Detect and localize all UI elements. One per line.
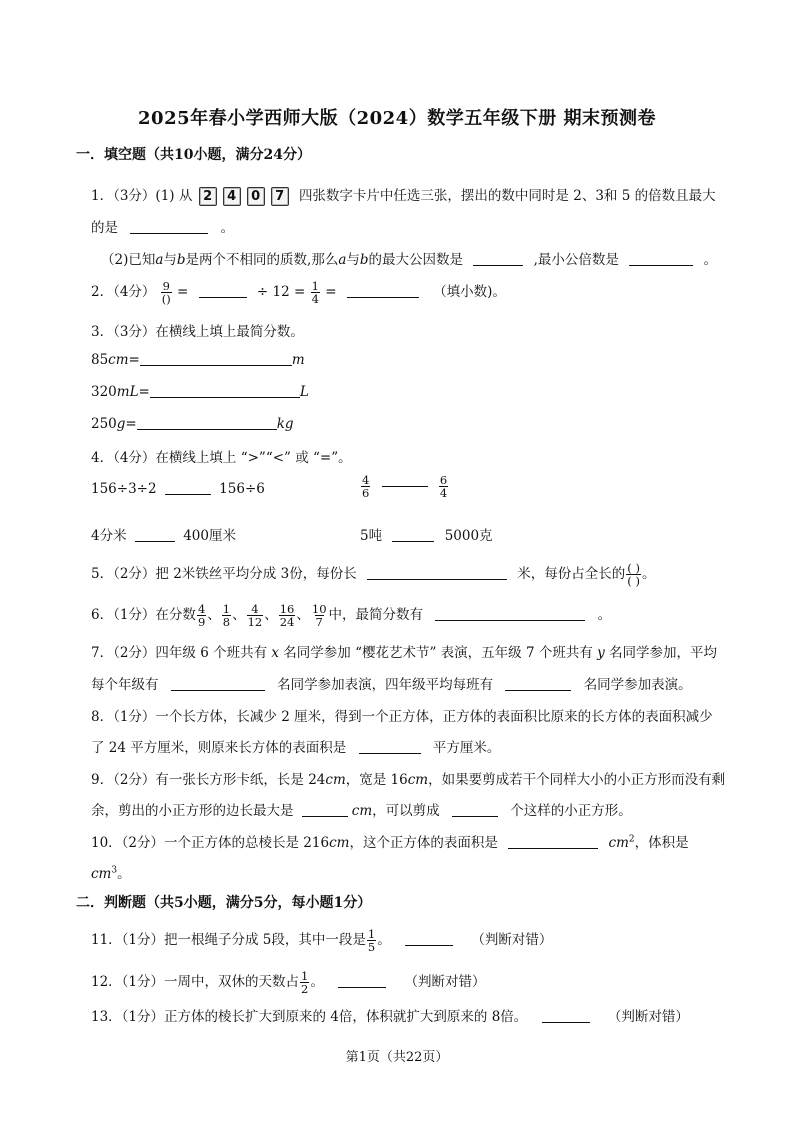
q6-f2-den: 8 xyxy=(222,615,231,629)
q4-c-right: 400厘米 xyxy=(183,528,236,544)
question-9-line-2 xyxy=(91,799,632,819)
question-10-line-1 xyxy=(91,831,689,851)
q1-part2-mid: ,最小公倍数是 xyxy=(533,252,619,268)
question-7-line-1: 7．（2分）四年级 6 个班共有 𝑥 名同学参加 “樱花艺术节” 表演，五年级 7 个班共有 𝑦 名同学参加，平均 xyxy=(91,645,718,661)
q5-prefix: 5．（2分）把 2米铁丝平均分成 3份，每份长 xyxy=(91,566,357,582)
q11-frac-num: 1 xyxy=(367,927,376,941)
q3-row-3 xyxy=(91,415,294,432)
question-4: 4．（4分）在横线上填上 “>”“<” 或 “=”。 xyxy=(91,450,352,466)
q8-line2-b: 平方厘米。 xyxy=(432,740,501,756)
question-12 xyxy=(91,970,485,995)
q3-row-2 xyxy=(91,383,309,400)
q3-row3-left: 250𝑔= xyxy=(91,416,137,432)
q2-suffix: （填小数)。 xyxy=(433,284,506,300)
q6-fraction-4 xyxy=(279,603,296,628)
q4-compare-b xyxy=(360,474,449,499)
q12-answer-blank[interactable] xyxy=(338,973,386,988)
q13-answer-blank[interactable] xyxy=(542,1008,590,1023)
q8-line2-a: 了 24 平方厘米，则原来长方体的表面积是 xyxy=(91,740,347,756)
q4-a-right: 156÷6 xyxy=(219,481,265,497)
q9-line2-b: 𝑐𝑚，可以剪成 xyxy=(351,803,440,819)
q7-grade-avg-blank[interactable] xyxy=(171,676,265,691)
q10-unit-area: 𝑐𝑚 xyxy=(608,835,629,851)
q10-line1-a: 10．（2分）一个正方体的总棱长是 216𝑐𝑚，这个正方体的表面积是 xyxy=(91,835,498,851)
section-heading-true-false: 二．判断题（共5小题，满分5分，每小题1分） xyxy=(76,895,372,911)
q2-equals-2: = xyxy=(325,284,341,300)
q12-period: 。 xyxy=(310,974,324,990)
q2-prefix: 2．（4分） xyxy=(91,284,156,300)
question-1-line-2 xyxy=(91,216,234,236)
question-13 xyxy=(91,1005,689,1025)
q10-unit-area-sup: 2 xyxy=(628,834,635,845)
q6-f4-num: 16 xyxy=(279,602,295,616)
q4-c-left: 4分米 xyxy=(91,528,127,544)
q2-blank-1[interactable] xyxy=(199,283,247,298)
q7-class-avg-blank[interactable] xyxy=(505,676,571,691)
q2-f2-den: 4 xyxy=(311,292,319,306)
question-11 xyxy=(91,928,552,953)
q5-length-blank[interactable] xyxy=(367,565,507,580)
q4-d-blank[interactable] xyxy=(392,527,434,542)
q11-period: 。 xyxy=(377,932,391,948)
question-8-line-1: 8．（1分）一个长方体，长减少 2 厘米，得到一个正方体，正方体的表面积比原来的长方体的表面积减少 xyxy=(91,709,713,725)
question-10-line-2 xyxy=(91,862,131,882)
q12-judge-label: （判断对错） xyxy=(404,974,486,990)
q9-line2-c: 个这样的小正方形。 xyxy=(510,803,632,819)
q4-compare-c xyxy=(91,524,236,544)
q6-f1-num: 4 xyxy=(197,602,206,616)
q3-row2-left: 320𝑚𝐿= xyxy=(91,384,150,400)
question-1-line-1 xyxy=(91,184,716,206)
q6-fraction-3 xyxy=(247,603,264,628)
q11-fraction xyxy=(367,928,376,953)
q10-line2-end: 。 xyxy=(117,866,131,882)
q2-division: ÷ 12 = xyxy=(256,284,306,300)
q1-gcd-blank[interactable] xyxy=(473,251,523,266)
q3-row2-unit: 𝐿 xyxy=(299,384,309,400)
q4-d-left: 5吨 xyxy=(360,528,383,544)
q4-b-blank[interactable] xyxy=(382,486,428,487)
q11-text: 11．（1分）把一根绳子分成 5段，其中一段是 xyxy=(91,932,366,948)
question-8-line-2 xyxy=(91,736,500,756)
q5-fraction xyxy=(626,562,641,587)
q4-compare-d xyxy=(360,524,493,544)
q6-f3-den: 12 xyxy=(247,615,263,629)
q3-row-1 xyxy=(91,351,305,368)
q6-f4-den: 24 xyxy=(279,615,295,629)
q7-line2-a: 每个年级有 xyxy=(91,677,159,693)
q7-line2-c: 名同学参加表演。 xyxy=(583,677,692,693)
q13-text: 13．（1分）正方体的棱长扩大到原来的 4倍，体积就扩大到原来的 8倍。 xyxy=(91,1009,528,1025)
q4-d-right: 5000克 xyxy=(444,528,493,544)
q1-line2-text: 的是 xyxy=(91,220,118,236)
q5-mid: 米，每份占全长的 xyxy=(517,566,626,582)
q3-row3-unit: 𝑘𝑔 xyxy=(276,416,294,432)
q4-b-f2-num: 6 xyxy=(439,473,448,487)
q4-a-left: 156÷3÷2 xyxy=(91,481,157,497)
q3-row2-blank[interactable] xyxy=(150,383,300,398)
q3-row1-blank[interactable] xyxy=(140,351,292,366)
q6-suffix: 。 xyxy=(597,607,612,623)
question-5 xyxy=(91,562,655,587)
question-1-part-2 xyxy=(101,248,717,268)
q10-unit-volume-sup: 3 xyxy=(111,865,118,876)
q2-equals-1: = xyxy=(177,284,193,300)
page-footer: 第1页（共22页） xyxy=(345,1050,449,1065)
q11-answer-blank[interactable] xyxy=(405,931,453,946)
q4-c-blank[interactable] xyxy=(135,527,175,542)
page-title: 2025年春小学西师大版（2024）数学五年级下册 期末预测卷 xyxy=(138,108,656,129)
question-3: 3．（3分）在横线上填上最简分数。 xyxy=(91,324,304,340)
q2-fraction-2 xyxy=(311,280,320,305)
digit-card-0: 0 xyxy=(247,187,265,206)
q6-fraction-1 xyxy=(197,603,206,628)
digit-card-4: 4 xyxy=(223,187,241,206)
q6-f5-num: 10 xyxy=(311,602,327,616)
digit-card-2: 2 xyxy=(199,187,217,206)
q9-count-blank[interactable] xyxy=(452,802,498,817)
question-6: 6．（1分）在分数 $\frac{4}{9}$ 、 $\frac{1}{8}$ 、 $\frac{4}{12}$ 、 $\frac{16}{24}$ 、 $\frac{10}{7}$ 中，最简分数有 。 xyxy=(91,602,612,629)
q10-line1-c: ，体积是 xyxy=(634,835,689,851)
q13-judge-label: （判断对错） xyxy=(607,1009,689,1025)
q10-unit-volume: 𝑐𝑚 xyxy=(91,866,112,882)
q2-f1-den: () xyxy=(161,292,171,306)
digit-card-7: 7 xyxy=(271,187,289,206)
q2-fraction-1 xyxy=(161,280,172,305)
q12-frac-num: 1 xyxy=(301,969,309,983)
q4-b-fraction-2 xyxy=(439,474,448,499)
q3-row1-unit: 𝑚 xyxy=(291,352,305,368)
q6-f2-num: 1 xyxy=(222,602,231,616)
q1-prefix: 1．（3分）(1) 从 xyxy=(91,188,193,204)
q11-judge-label: （判断对错） xyxy=(471,932,553,948)
q5-frac-num[interactable]: ( ) xyxy=(627,561,640,575)
q4-b-f2-den: 4 xyxy=(439,486,448,500)
q6-mid: 中，最简分数有 xyxy=(328,607,424,623)
q4-b-f1-den: 6 xyxy=(362,486,370,500)
q2-f1-num: 9 xyxy=(162,279,170,293)
q5-frac-den[interactable]: ( ) xyxy=(627,574,640,588)
q4-b-f1-num: 4 xyxy=(362,473,370,487)
q2-f2-num: 1 xyxy=(311,279,319,293)
q3-row1-left: 85𝑐𝑚= xyxy=(91,352,140,368)
q1-part2-end: 。 xyxy=(703,252,718,268)
q6-fraction-5 xyxy=(311,603,328,628)
q2-decimal-blank[interactable] xyxy=(347,283,419,298)
q1-part2-text: （2)已知𝑎与𝑏是两个不相同的质数,那么𝑎与𝑏的最大公因数是 xyxy=(101,252,464,268)
q12-frac-den: 2 xyxy=(301,982,309,996)
q1-answer-blank[interactable] xyxy=(130,219,208,234)
q8-area-blank[interactable] xyxy=(359,739,421,754)
q4-a-blank[interactable] xyxy=(165,480,211,495)
q9-side-blank[interactable] xyxy=(302,802,348,817)
question-9-line-1: 9．（2分）有一张长方形卡纸，长是 24𝑐𝑚，宽是 16𝑐𝑚，如果要剪成若干个同样大小的小正方形而没有剩 xyxy=(91,772,726,788)
question-2 xyxy=(91,280,506,305)
q6-answer-blank[interactable] xyxy=(435,606,585,621)
q11-frac-den: 5 xyxy=(367,940,376,954)
q6-prefix: 6．（1分）在分数 xyxy=(91,607,196,623)
q6-f1-den: 9 xyxy=(197,615,206,629)
q6-fraction-2 xyxy=(222,603,231,628)
q1-line2-end: 。 xyxy=(220,220,235,236)
q3-row3-blank[interactable] xyxy=(137,415,277,430)
question-7-line-2 xyxy=(91,673,692,693)
q4-b-fraction-1 xyxy=(361,474,370,499)
q4-compare-a xyxy=(91,480,265,497)
section-heading-fill-in: 一．填空题（共10小题，满分24分） xyxy=(76,147,311,163)
q1-lcm-blank[interactable] xyxy=(629,251,693,266)
digit-cards xyxy=(199,188,299,204)
q6-f3-num: 4 xyxy=(251,602,259,616)
q10-surface-blank[interactable] xyxy=(508,834,598,849)
q7-line2-b: 名同学参加表演，四年级平均每班有 xyxy=(277,677,494,693)
q1-text: 四张数字卡片中任选三张，摆出的数中同时是 2、3和 5 的倍数且最大 xyxy=(298,188,716,204)
q6-f5-den: 7 xyxy=(315,615,323,629)
q9-line2-a: 余，剪出的小正方形的边长最大是 xyxy=(91,803,294,819)
q12-fraction xyxy=(300,970,309,995)
q12-text: 12．（1分）一周中，双休的天数占 xyxy=(91,974,300,990)
q5-suffix: 。 xyxy=(641,566,656,582)
